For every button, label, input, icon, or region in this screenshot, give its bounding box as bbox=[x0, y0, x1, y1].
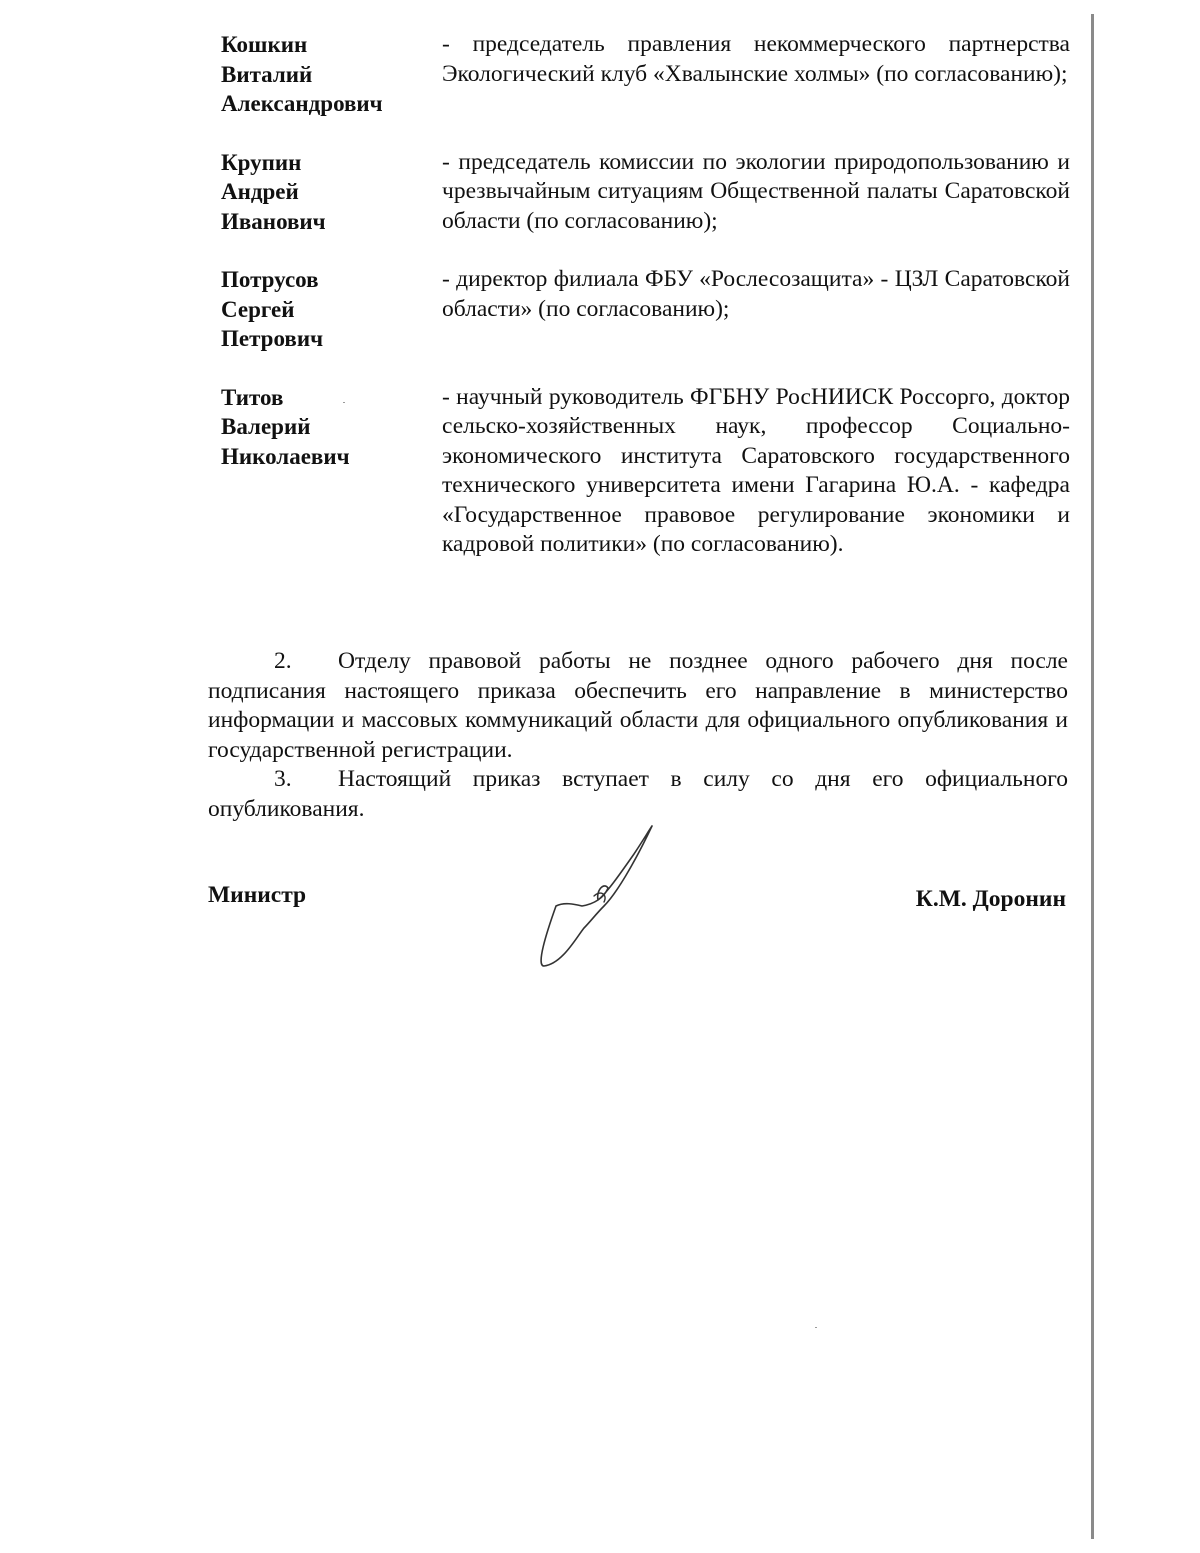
clause-text: Настоящий приказ вступает в силу со дня его официального опубликования. bbox=[208, 766, 1068, 822]
member-patronymic: Петрович bbox=[221, 326, 324, 351]
member-surname: Крупин bbox=[221, 149, 302, 175]
member-role: - научный руководитель ФГБНУ РосНИИСК Россорго, доктор сельско-хозяйственных наук, профессор Социально-экономического института Саратовского государственного технического университета имени Гагарина Ю.А. - кафедра «Государственное правовое регулирование экономики и кадровой политики» (по согласованию). bbox=[442, 383, 1070, 557]
scan-speck bbox=[815, 1327, 817, 1328]
signatory-title: Министр bbox=[208, 882, 307, 908]
member-role: - председатель правления некоммерческого партнерства Экологический клуб «Хвалынские холмы» (по согласованию); bbox=[442, 31, 1070, 87]
page-edge-line bbox=[1091, 14, 1094, 1539]
member-role: - председатель комиссии по экологии природопользованию и чрезвычайным ситуациям Общественной палаты Саратовской области (по согласованию); bbox=[442, 148, 1070, 234]
member-name bbox=[221, 30, 442, 119]
member-name bbox=[221, 148, 442, 237]
signatory-name: К.М. Доронин bbox=[915, 886, 1066, 912]
scan-speck bbox=[343, 402, 345, 403]
clause-number: 3. bbox=[274, 766, 292, 792]
member-given-name: Виталий bbox=[221, 61, 313, 87]
member-entry bbox=[221, 265, 1070, 354]
member-entry bbox=[221, 148, 1070, 237]
member-given-name: Валерий bbox=[221, 414, 311, 439]
member-surname: Титов bbox=[221, 384, 284, 410]
order-clauses bbox=[208, 647, 1068, 824]
clause-number: 2. bbox=[274, 648, 292, 674]
handwritten-signature bbox=[534, 824, 664, 974]
member-name bbox=[221, 383, 442, 560]
member-entry bbox=[221, 383, 1070, 560]
member-entry bbox=[221, 30, 1070, 119]
member-patronymic: Иванович bbox=[221, 208, 326, 234]
member-given-name: Сергей bbox=[221, 296, 295, 322]
member-given-name: Андрей bbox=[221, 179, 299, 204]
signature-block bbox=[208, 880, 1066, 980]
member-role: - директор филиала ФБУ «Рослесозащита» - ЦЗЛ Саратовской области» (по согласованию); bbox=[442, 266, 1070, 322]
member-surname: Потрусов bbox=[221, 267, 319, 292]
clause-2 bbox=[208, 647, 1068, 765]
member-name bbox=[221, 265, 442, 354]
member-patronymic: Николаевич bbox=[221, 443, 350, 469]
clause-3 bbox=[208, 765, 1068, 824]
member-patronymic: Александрович bbox=[221, 91, 383, 116]
member-surname: Кошкин bbox=[221, 32, 308, 57]
clause-text: Отделу правовой работы не позднее одного рабочего дня после подписания настоящего приказа обеспечить его направление в министерство информации и массовых коммуникаций области для официального опубликования и государственной регистрации. bbox=[208, 648, 1068, 763]
commission-members-list bbox=[221, 30, 1070, 589]
